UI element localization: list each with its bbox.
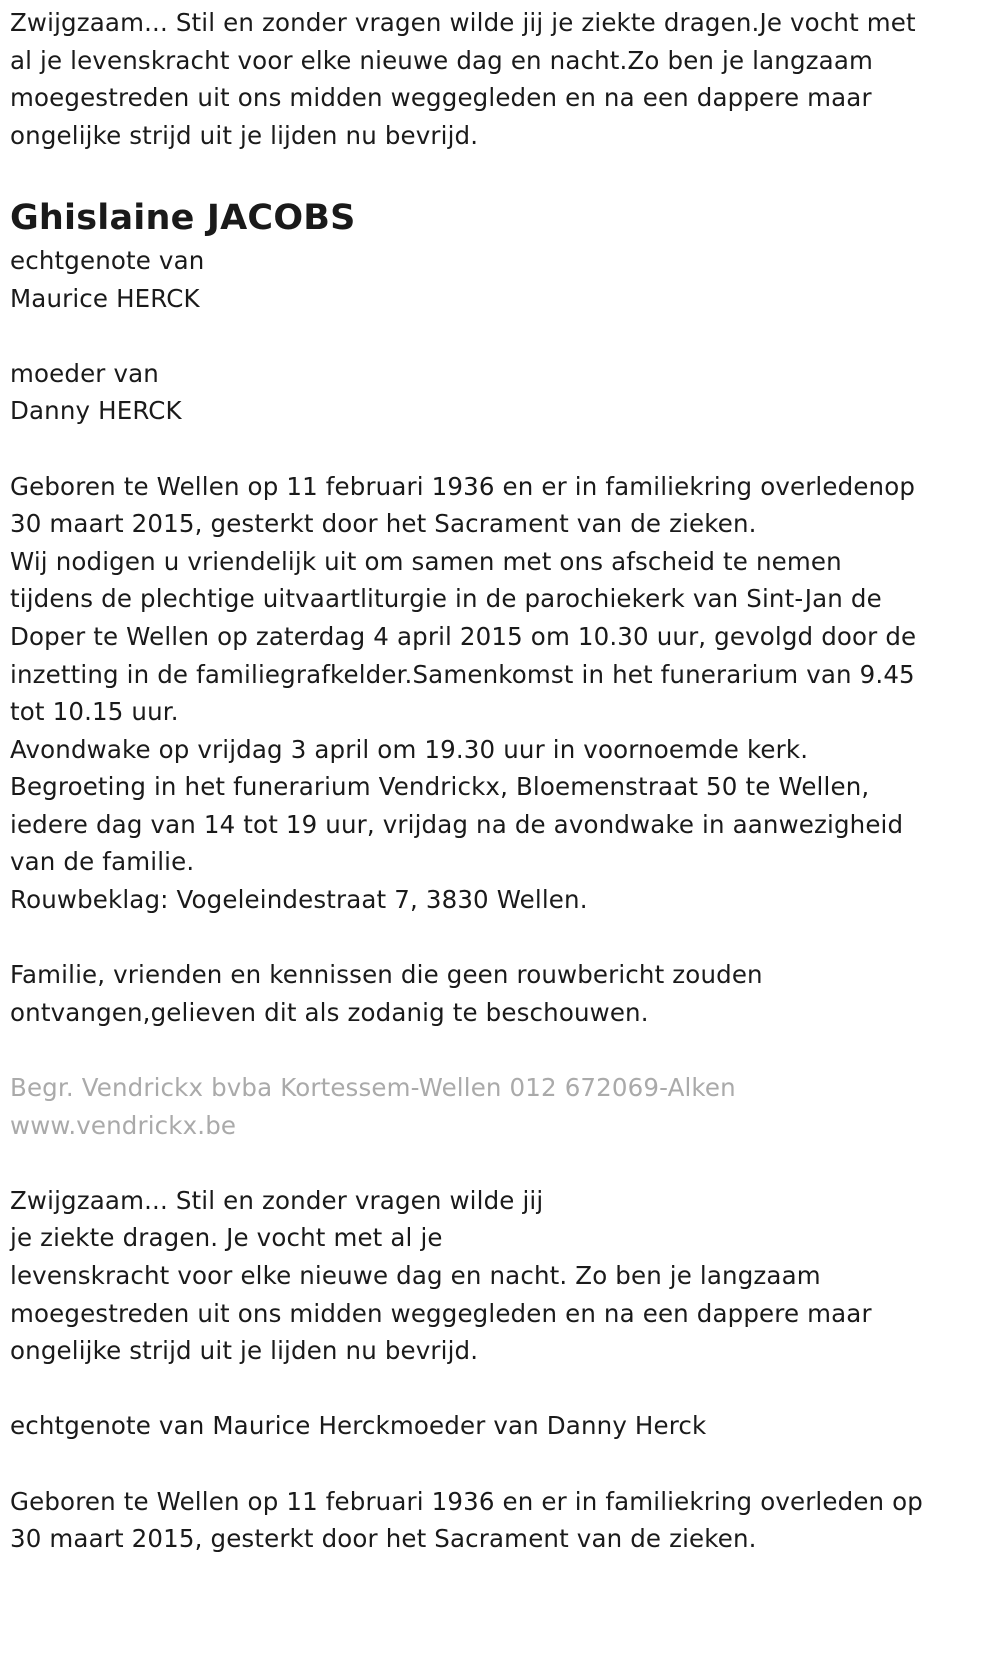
repeat-intro-poem xyxy=(10,1182,992,1370)
spacer xyxy=(10,317,992,355)
spacer xyxy=(10,1370,992,1408)
details-line: Avondwake op vrijdag 3 april om 19.30 uur in voornoemde kerk. xyxy=(10,734,809,764)
details-line: Geboren te Wellen op 11 februari 1936 en er in familiekring overledenop xyxy=(10,471,916,501)
repeat-details-line: 30 maart 2015, gesterkt door het Sacrament van de zieken. xyxy=(10,1524,757,1554)
details-line: Rouwbeklag: Vogeleindestraat 7, 3830 Wellen. xyxy=(10,885,588,915)
details-line: 30 maart 2015, gesterkt door het Sacrament van de zieken. xyxy=(10,509,757,539)
repeat-intro-line: moegestreden uit ons midden weggegleden en na een dappere maar xyxy=(10,1298,872,1328)
spouse-name: Maurice HERCK xyxy=(10,283,200,313)
child-name: Danny HERCK xyxy=(10,396,182,426)
repeat-intro-line: Zwijgzaam... Stil en zonder vragen wilde jij xyxy=(10,1185,544,1215)
notice-line: Familie, vrienden en kennissen die geen rouwbericht zouden xyxy=(10,960,763,990)
child-relation: moeder van xyxy=(10,358,159,388)
funeral-home-line: Begr. Vendrickx bvba Kortessem-Wellen 012 672069-Alken xyxy=(10,1073,736,1103)
details-line: van de familie. xyxy=(10,847,195,877)
intro-line: al je levenskracht voor elke nieuwe dag en nacht.Zo ben je langzaam xyxy=(10,45,874,75)
notice-line: ontvangen,gelieven dit als zodanig te beschouwen. xyxy=(10,997,649,1027)
repeat-intro-line: levenskracht voor elke nieuwe dag en nacht. Zo ben je langzaam xyxy=(10,1261,821,1290)
intro-line: ongelijke strijd uit je lijden nu bevrijd. xyxy=(10,120,479,150)
funeral-details xyxy=(10,468,992,919)
repeat-details-line: Geboren te Wellen op 11 februari 1936 en er in familiekring overleden op xyxy=(10,1486,923,1516)
details-line: Wij nodigen u vriendelijk uit om samen met ons afscheid te nemen xyxy=(10,546,842,576)
funeral-home-credit xyxy=(10,1069,992,1144)
repeat-details xyxy=(10,1483,992,1558)
repeat-relations: echtgenote van Maurice Herckmoeder van Danny Herck xyxy=(10,1411,707,1441)
intro-line: moegestreden uit ons midden weggegleden en na een dappere maar xyxy=(10,83,872,113)
spacer xyxy=(10,1144,992,1182)
details-line: tot 10.15 uur. xyxy=(10,697,179,727)
repeat-intro-line: ongelijke strijd uit je lijden nu bevrijd. xyxy=(10,1336,479,1366)
spacer xyxy=(10,430,992,468)
intro-poem xyxy=(10,4,992,154)
spacer xyxy=(10,1031,992,1069)
spacer xyxy=(10,154,992,192)
details-line: iedere dag van 14 tot 19 uur, vrijdag na de avondwake in aanwezigheid xyxy=(10,809,904,839)
repeat-intro-line: je ziekte dragen. Je vocht met al je xyxy=(10,1223,443,1253)
spouse-block xyxy=(10,242,992,317)
details-line: tijdens de plechtige uitvaartliturgie in de parochiekerk van Sint-Jan de xyxy=(10,584,882,614)
details-line: inzetting in de familiegrafkelder.Samenkomst in het funerarium van 9.45 xyxy=(10,659,915,689)
spouse-relation: echtgenote van xyxy=(10,245,205,275)
notice-block xyxy=(10,956,992,1031)
spacer xyxy=(10,919,992,957)
child-block xyxy=(10,355,992,430)
details-line: Begroeting in het funerarium Vendrickx, Bloemenstraat 50 te Wellen, xyxy=(10,772,870,802)
spacer xyxy=(10,1445,992,1483)
funeral-home-website: www.vendrickx.be xyxy=(10,1110,237,1140)
details-line: Doper te Wellen op zaterdag 4 april 2015 om 10.30 uur, gevolgd door de xyxy=(10,621,917,651)
intro-line: Zwijgzaam... Stil en zonder vragen wilde jij je ziekte dragen.Je vocht met xyxy=(10,8,916,37)
deceased-name: Ghislaine JACOBS xyxy=(10,197,356,238)
